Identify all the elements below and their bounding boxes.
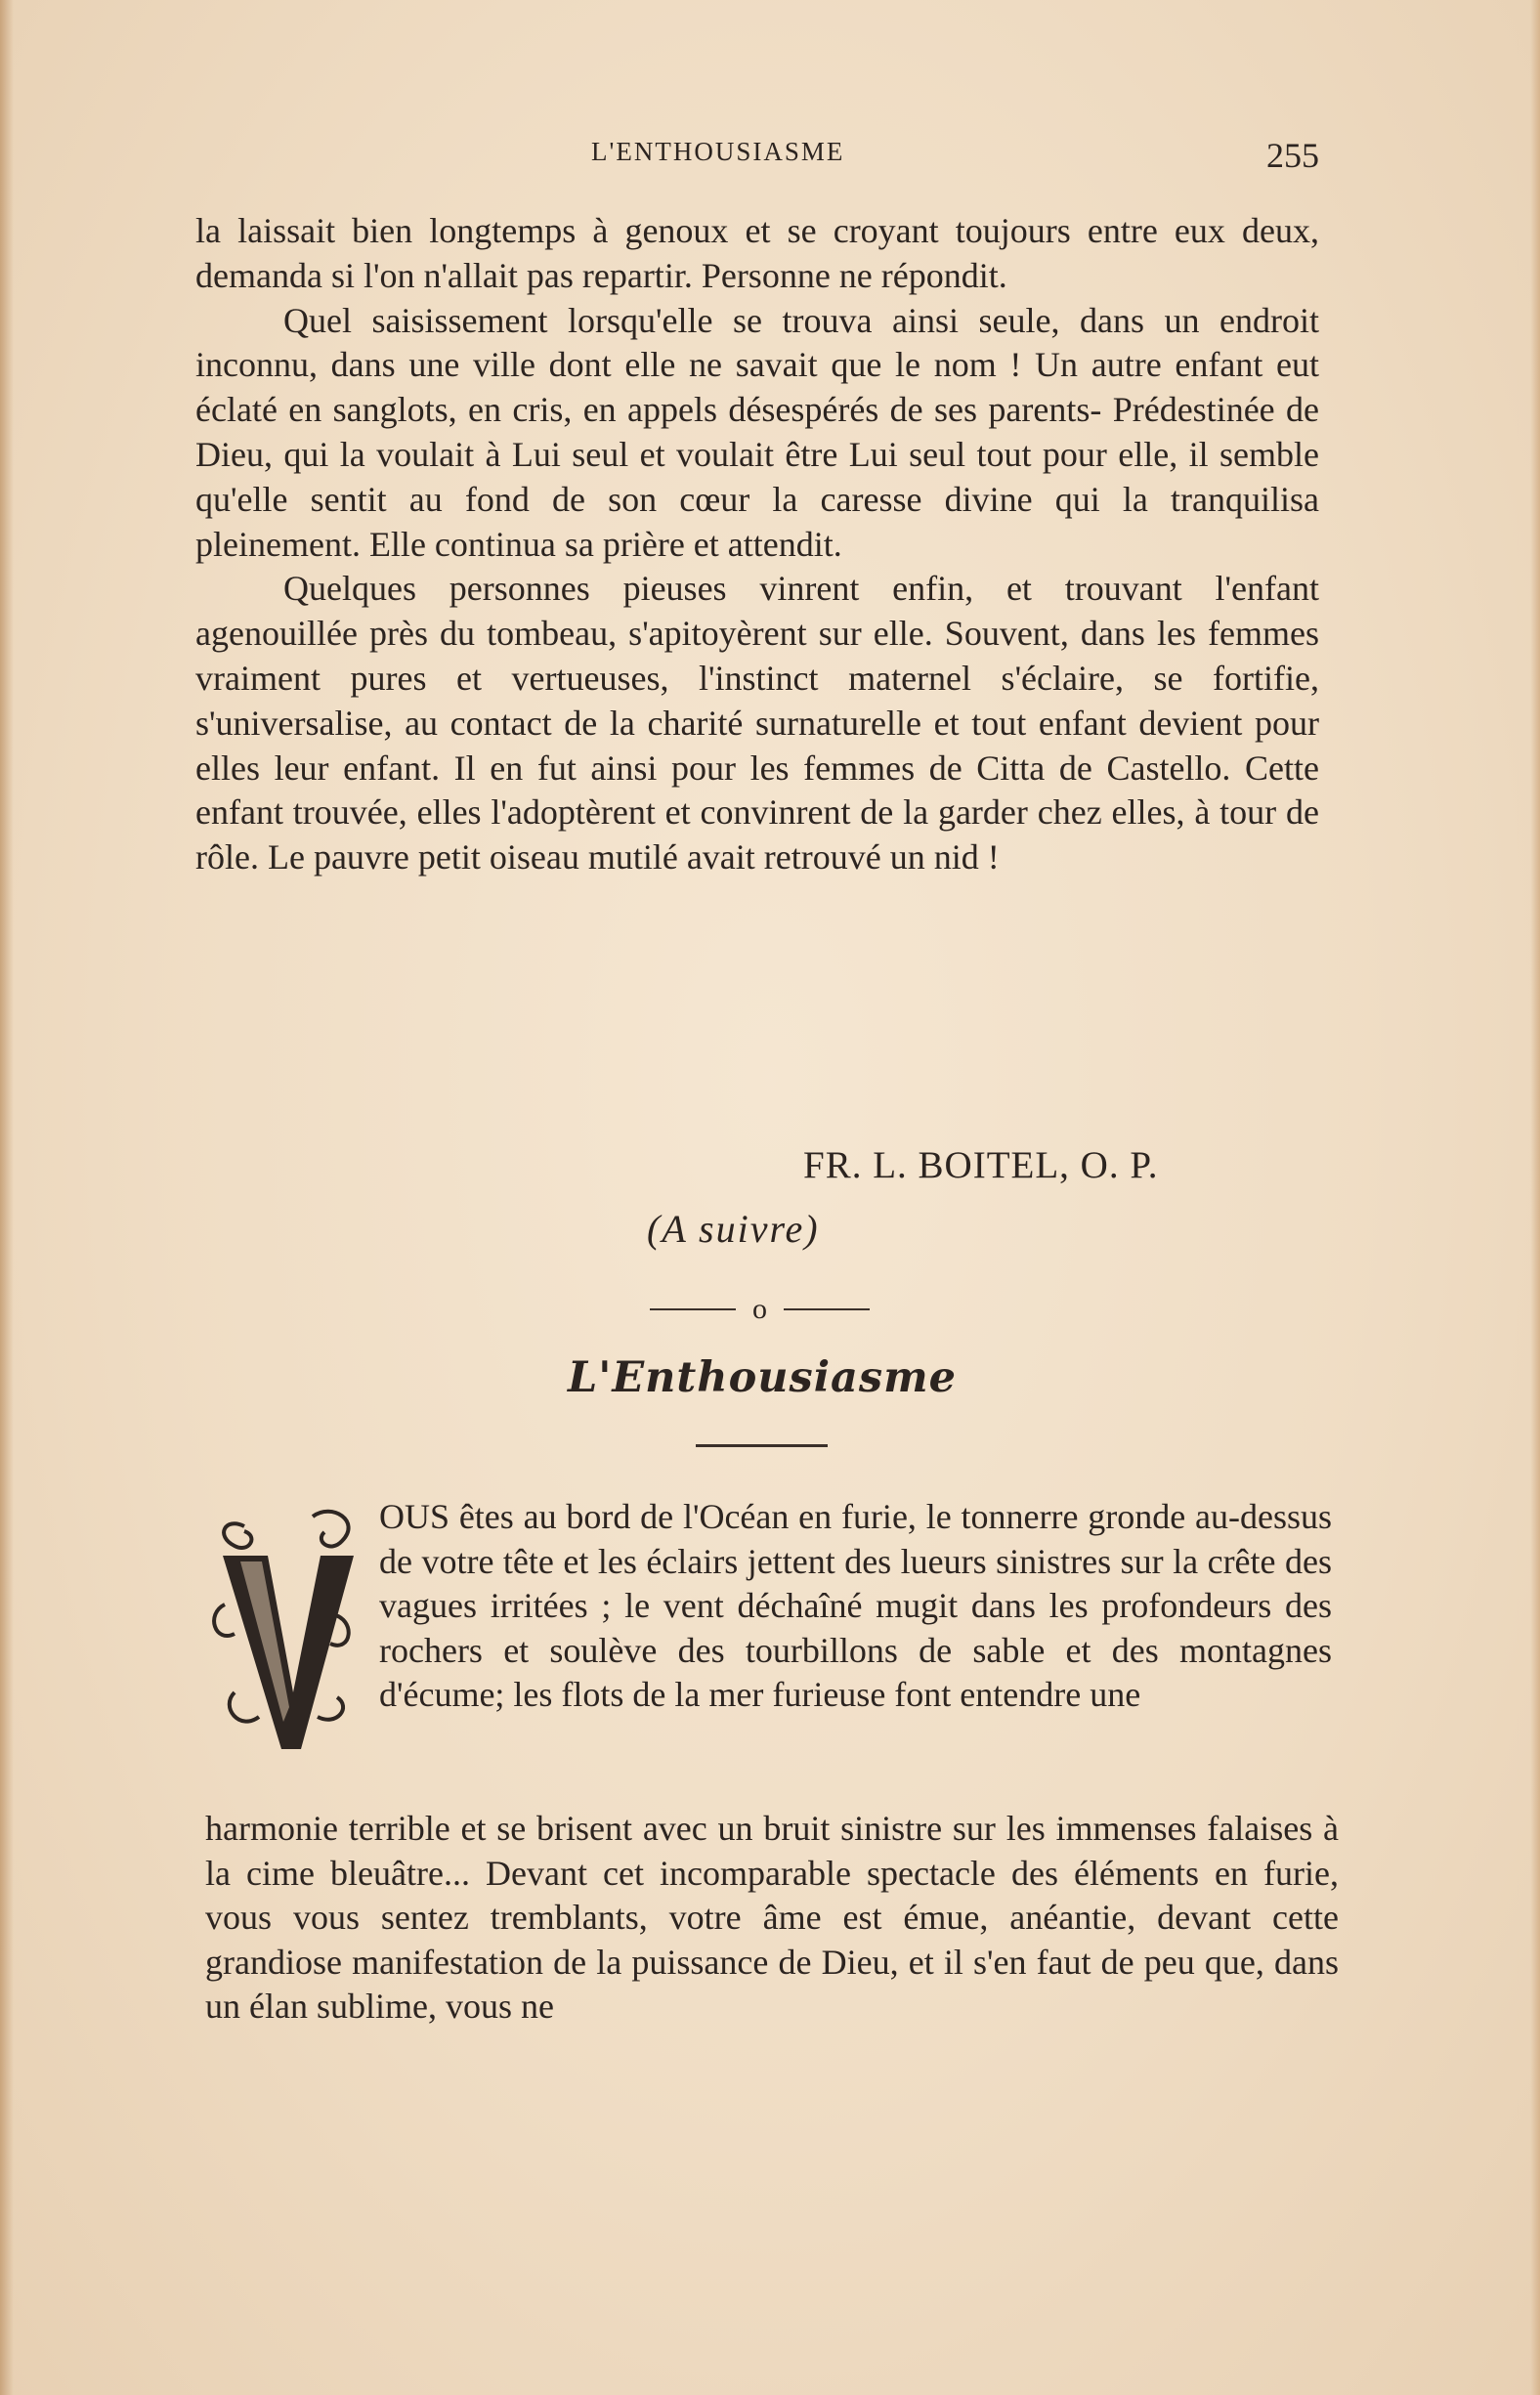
author-signature: FR. L. BOITEL, O. P. [803,1144,1159,1186]
running-title: L'ENTHOUSIASME [591,137,845,166]
article-continuation: harmonie terrible et se brisent avec un bruit sinistre sur les immenses falaises à la cime bleuâtre... Devant cet incomparable spectacle des éléments en furie, vous vous sentez tremblants, votre âme est émue, anéantie, devant cette grandiose manifestation de la puissance de Dieu, et il s'en faut de peu que, dans un élan sublime, vous ne [205,1809,1339,2026]
dropcap-flourish-top [224,1523,251,1548]
dropcap-flourish-left [214,1604,235,1636]
to-be-continued: (A suivre) [647,1207,820,1251]
section-separator [650,1292,870,1327]
article-title: L'Enthousiasme [568,1353,957,1402]
dropcap-flourish-bottom [230,1692,259,1722]
separator-dash-right [784,1308,870,1310]
paragraph-3: Quelques personnes pieuses vinrent enfin, et trouvant l'enfant agenouillée près du tombeau, s'apitoyèrent sur elle. Souvent, dans les femmes vraiment pures et vertueuses, l'instinct maternel s'éclaire, se fortifie, s'universalise, au contact de la charité surnaturelle et tout enfant devient pour elles leur enfant. Il en fut ainsi pour les femmes de Citta de Castello. Cette enfant trouvée, elles l'adoptèrent et convinrent de la garder chez elles, à tour de rôle. Le pauvre petit oiseau mutilé avait retrouvé un nid ! [195,569,1319,877]
separator-glyph: o [752,1293,767,1325]
ornamental-dropcap [205,1497,371,1761]
article-first-lines: OUS êtes au bord de l'Océan en furie, le tonnerre gronde au-dessus de votre tête et les éclairs jettent des lueurs sinistres sur la crête des vagues irritées ; le vent déchaîné mugit dans les profondeurs des rochers et soulève des tourbillons de sable et des montagnes d'écume; les flots de la mer furieuse font entendre une [379,1497,1332,1714]
paragraph-1: la laissait bien longtemps à genoux et se croyant toujours entre eux deux, demanda si l'on n'allait pas repartir. Personne ne répondit. [195,211,1319,295]
article-intro [379,1495,1332,1718]
page-number: 255 [1266,136,1319,175]
page-edge-left [0,0,14,2395]
page-edge-right [1530,0,1540,2395]
continuation-text [195,209,1319,880]
separator-dash-left [650,1308,736,1310]
title-rule [696,1444,828,1447]
article-body [205,1807,1339,2030]
dropcap-flourish-bottom-right [318,1697,343,1720]
paragraph-2: Quel saisissement lorsqu'elle se trouva ainsi seule, dans un endroit inconnu, dans une ville dont elle ne savait que le nom ! Un autre enfant eut éclaté en sanglots, en cris, en appels désespérés de ses parents- Prédestinée de Dieu, qui la voulait à Lui seul et voulait être Lui seul tout pour elle, il semble qu'elle sentit au fond de son cœur la caresse divine qui la tranquilisa pleinement. Elle continua sa prière et attendit. [195,300,1319,564]
running-head [195,137,1319,176]
dropcap-flourish-right [313,1512,349,1547]
